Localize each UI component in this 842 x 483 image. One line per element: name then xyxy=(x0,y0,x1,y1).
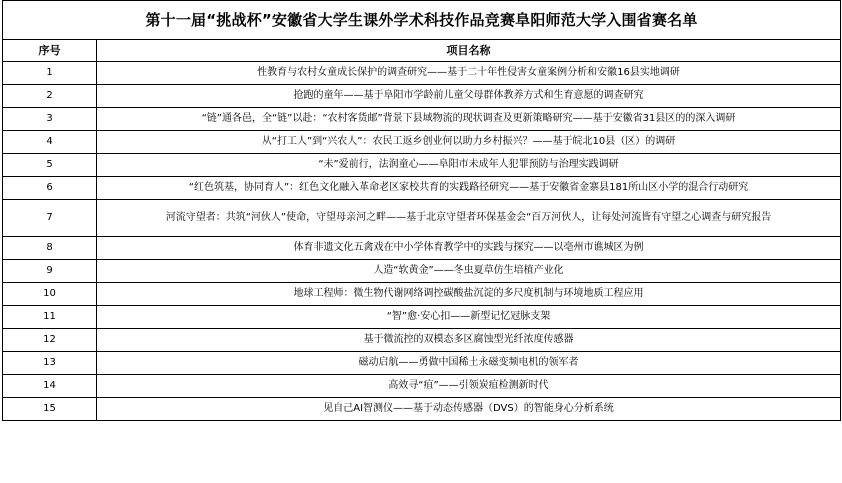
project-name: 地球工程师：微生物代谢网络调控碳酸盐沉淀的多尺度机制与环境地质工程应用 xyxy=(97,283,841,306)
row-index: 5 xyxy=(3,154,97,177)
row-index: 6 xyxy=(3,177,97,200)
table-row xyxy=(3,260,841,283)
table-row xyxy=(3,283,841,306)
title-row xyxy=(3,1,841,40)
table-row xyxy=(3,200,841,237)
table-row xyxy=(3,131,841,154)
project-name: “红色筑基，协同育人”：红色文化融入革命老区家校共育的实践路径研究——基于安徽省金寨县181所山区小学的混合行动研究 xyxy=(97,177,841,200)
row-index: 2 xyxy=(3,85,97,108)
table-row xyxy=(3,237,841,260)
table-row xyxy=(3,375,841,398)
row-index: 15 xyxy=(3,398,97,421)
row-index: 12 xyxy=(3,329,97,352)
project-name: 人造“软黄金”——冬虫夏草仿生培植产业化 xyxy=(97,260,841,283)
column-header-name: 项目名称 xyxy=(97,40,841,62)
row-index: 3 xyxy=(3,108,97,131)
project-name: “链”通各邑，全“链”以赴：“农村客货邮”背景下县域物流的现状调查及更新策略研究——基于安徽省31县区的的深入调研 xyxy=(97,108,841,131)
table-row xyxy=(3,62,841,85)
row-index: 4 xyxy=(3,131,97,154)
table-row xyxy=(3,154,841,177)
project-name: 性教育与农村女童成长保护的调查研究——基于二十年性侵害女童案例分析和安徽16县实地调研 xyxy=(97,62,841,85)
table-row xyxy=(3,398,841,421)
table-row xyxy=(3,108,841,131)
project-name: 基于微流控的双模态多区腐蚀型光纤浓度传感器 xyxy=(97,329,841,352)
row-index: 9 xyxy=(3,260,97,283)
row-index: 7 xyxy=(3,200,97,237)
row-index: 13 xyxy=(3,352,97,375)
row-index: 1 xyxy=(3,62,97,85)
row-index: 11 xyxy=(3,306,97,329)
project-name: 高效寻“疽”——引领炭疽检测新时代 xyxy=(97,375,841,398)
project-name: 河流守望者：共筑“河伙人”使命，守望母亲河之畔——基于北京守望者环保基金会“百万河伙人，让每处河流皆有守望之心调查与研究报告 xyxy=(97,200,841,237)
row-index: 8 xyxy=(3,237,97,260)
project-name: 体育非遗文化五禽戏在中小学体育教学中的实践与探究——以亳州市谯城区为例 xyxy=(97,237,841,260)
row-index: 10 xyxy=(3,283,97,306)
shortlist-table xyxy=(2,0,841,421)
project-name: “智”愈·安心扣——新型记忆冠脉支架 xyxy=(97,306,841,329)
table-row xyxy=(3,329,841,352)
table-row xyxy=(3,352,841,375)
table-row xyxy=(3,177,841,200)
project-name: “未”爱前行，法润童心——阜阳市未成年人犯罪预防与治理实践调研 xyxy=(97,154,841,177)
column-header-index: 序号 xyxy=(3,40,97,62)
project-name: 从“打工人”到“兴农人”：农民工返乡创业何以助力乡村振兴？——基于皖北10县（区）的调研 xyxy=(97,131,841,154)
project-name: 抢跑的童年——基于阜阳市学龄前儿童父母群体教养方式和生育意愿的调查研究 xyxy=(97,85,841,108)
project-name: 见自己AI智测仪——基于动态传感器（DVS）的智能身心分析系统 xyxy=(97,398,841,421)
project-name: 磁动启航——勇做中国稀土永磁变频电机的领军者 xyxy=(97,352,841,375)
table-row xyxy=(3,306,841,329)
table-row xyxy=(3,85,841,108)
table-title: 第十一届“挑战杯”安徽省大学生课外学术科技作品竞赛阜阳师范大学入围省赛名单 xyxy=(3,1,841,40)
header-row xyxy=(3,40,841,62)
row-index: 14 xyxy=(3,375,97,398)
